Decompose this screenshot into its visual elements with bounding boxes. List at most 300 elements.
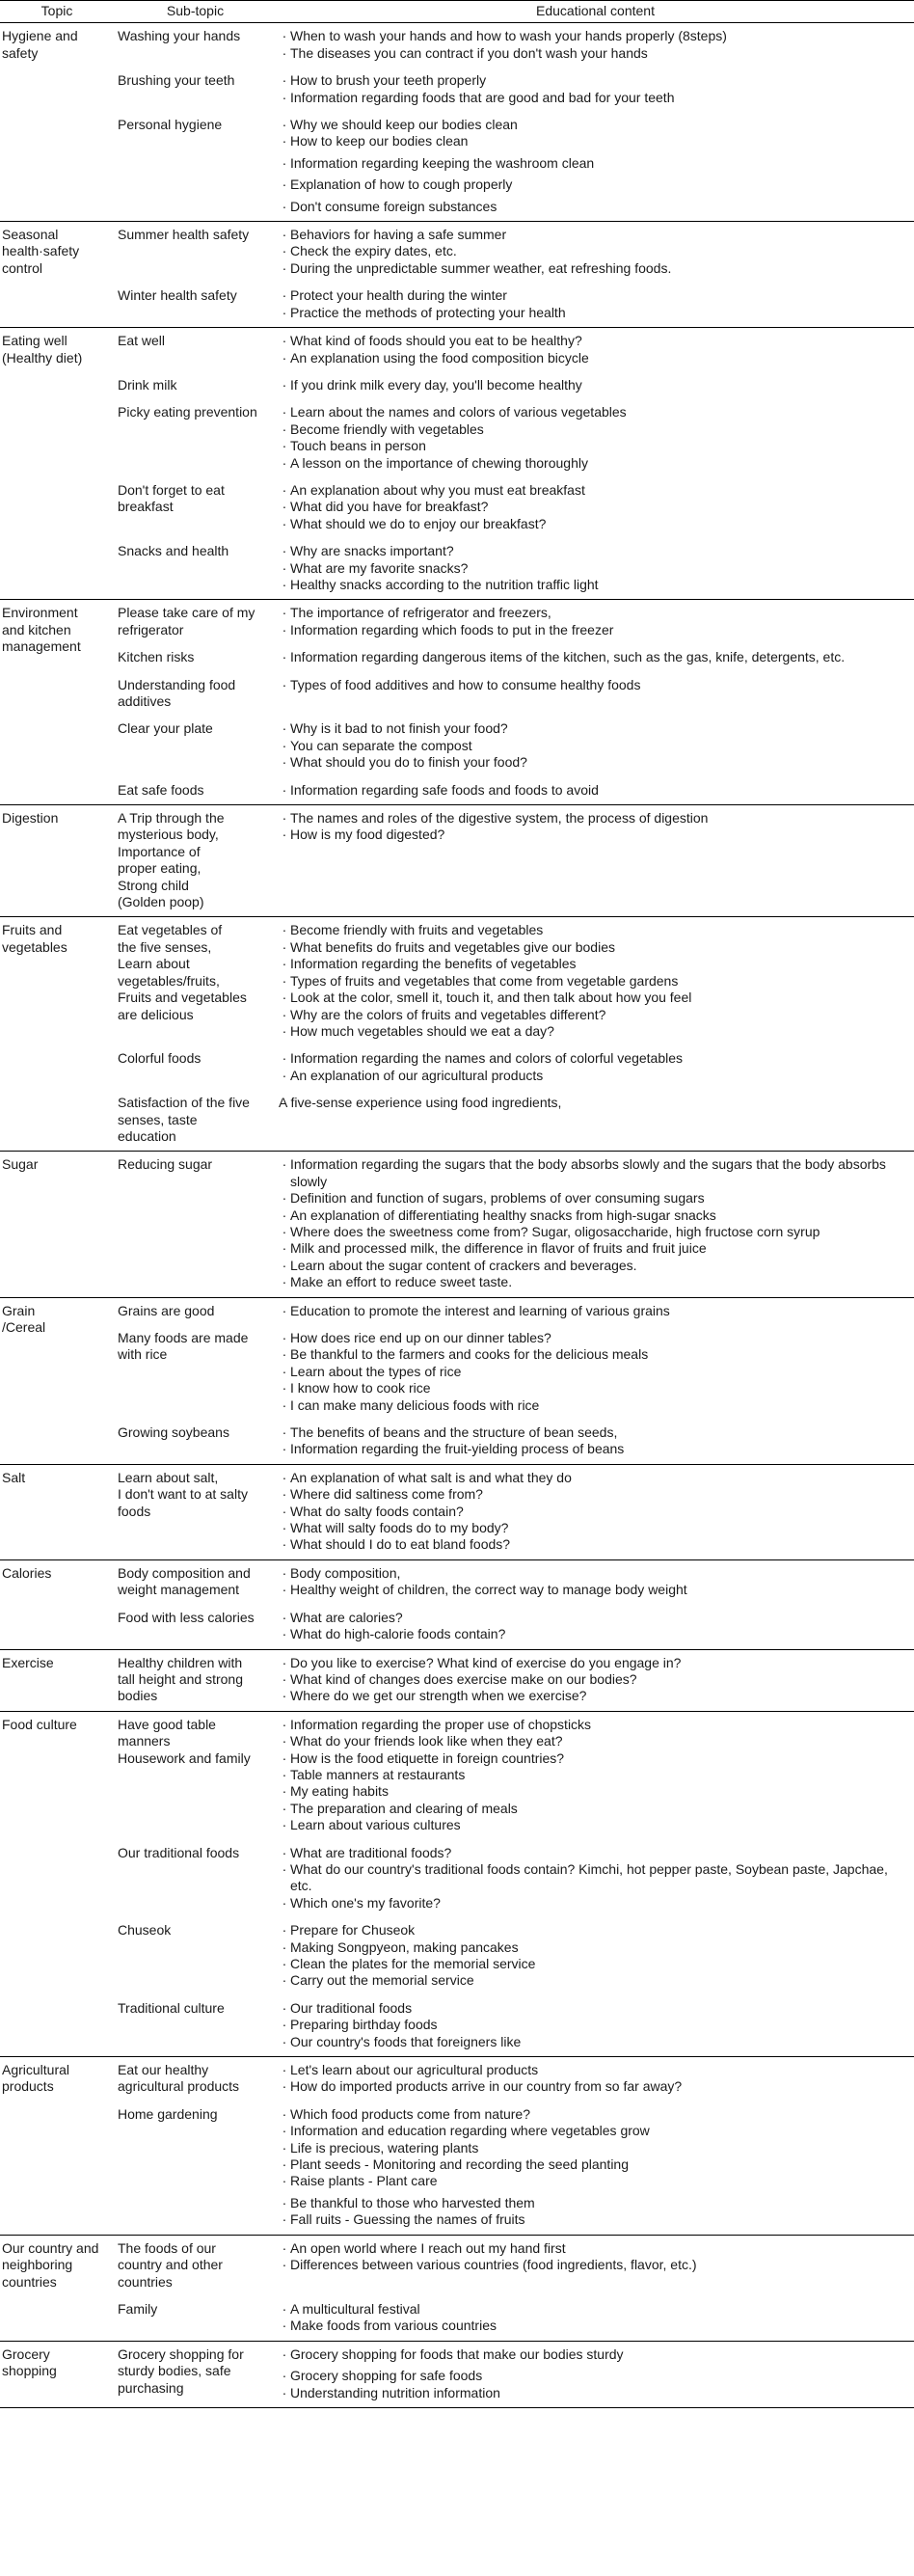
bullet-icon: · [282, 404, 287, 420]
topic-cell [0, 1649, 114, 1711]
content-item [279, 1330, 912, 1346]
content-cell [277, 372, 914, 399]
bullet-icon: · [282, 2194, 287, 2210]
subtopic-cell [114, 538, 277, 600]
content-text: Differences between various countries (food ingredients, flavor, etc.) [290, 2257, 697, 2273]
table-row [0, 805, 914, 917]
subtopic-cell [114, 399, 277, 477]
content-cell [277, 1464, 914, 1559]
content-cell [277, 23, 914, 68]
content-text: Make an effort to reduce sweet taste. [290, 1274, 513, 1290]
bullet-icon: · [282, 1207, 287, 1223]
bullet-icon: · [282, 2033, 287, 2049]
bullet-icon: · [282, 621, 287, 637]
table-row [0, 399, 914, 477]
content-item [279, 2173, 912, 2189]
content-text: You can separate the compost [290, 737, 472, 753]
content-item [279, 117, 912, 133]
content-text: Making Songpyeon, making pancakes [290, 1939, 519, 1955]
content-item [279, 350, 912, 366]
content-text: Why are the colors of fruits and vegetables different? [290, 1006, 606, 1022]
table-row [0, 112, 914, 222]
content-text: Which food products come from nature? [290, 2105, 531, 2122]
content-item [279, 2062, 912, 2078]
bullet-icon: · [282, 1380, 287, 1396]
subtopic-label: Eat our healthy agricultural products [118, 2062, 240, 2095]
subtopic-cell [114, 1711, 277, 1839]
content-text: Our traditional foods [290, 1999, 413, 2016]
content-item [279, 2034, 912, 2050]
content-text: Become friendly with fruits and vegetables [290, 922, 544, 938]
subtopic-label: Satisfaction of the five senses, taste education [118, 1095, 250, 1144]
content-text: Make foods from various countries [290, 2318, 497, 2334]
content-cell [277, 222, 914, 284]
content-cell [277, 2101, 914, 2235]
content-text: An open world where I reach out my hand first [290, 2239, 566, 2256]
content-text: What do salty foods contain? [290, 1503, 464, 1519]
subtopic-label: Eat vegetables of the five senses, Learn about vegetables/fruits, Fruits and vegetables are delicious [118, 922, 247, 1022]
content-item [279, 1783, 912, 1800]
content-cell [277, 1605, 914, 1649]
bullet-icon: · [282, 89, 287, 105]
content-text: Become friendly with vegetables [290, 420, 484, 437]
content-text: What do your friends look like when they eat? [290, 1733, 563, 1749]
subtopic-cell [114, 1325, 277, 1420]
bullet-icon: · [282, 117, 287, 133]
content-item [279, 560, 912, 577]
content-text: Carry out the memorial service [290, 1972, 474, 1989]
subtopic-cell [114, 1605, 277, 1649]
subtopic-cell [114, 805, 277, 917]
content-text: An explanation of differentiating healthy snacks from high-sugar snacks [290, 1207, 716, 1223]
table-row [0, 222, 914, 284]
bullet-icon: · [282, 938, 287, 955]
topic-label: Eating well (Healthy diet) [2, 333, 83, 366]
topic-label: Food culture [2, 1716, 77, 1732]
subtopic-label: Our traditional foods [118, 1844, 240, 1860]
content-cell [277, 1559, 914, 1604]
content-item [279, 499, 912, 515]
content-text: Why we should keep our bodies clean [290, 117, 518, 133]
bullet-icon: · [282, 438, 287, 454]
content-item [279, 605, 912, 621]
subtopic-cell [114, 283, 277, 327]
topic-label: Hygiene and safety [2, 28, 78, 61]
content-item [279, 1207, 912, 1224]
content-text: Understanding nutrition information [290, 2384, 500, 2400]
content-text: Information regarding which foods to put in the freezer [290, 621, 614, 637]
bullet-icon: · [282, 1274, 287, 1290]
table-row [0, 1995, 914, 2057]
content-text: Grocery shopping for foods that make our bodies sturdy [290, 2346, 624, 2362]
topic-label: Digestion [2, 810, 59, 827]
subtopic-cell [114, 1152, 277, 1297]
bullet-icon: · [282, 28, 287, 44]
subtopic-label: Have good table manners Housework and family [118, 1716, 251, 1766]
subtopic-cell [114, 1917, 277, 1995]
content-text: The preparation and clearing of meals [290, 1800, 518, 1816]
bullet-icon: · [282, 1783, 287, 1800]
bullet-icon: · [282, 1302, 287, 1318]
content-text: Learn about various cultures [290, 1817, 461, 1833]
content-text: The benefits of beans and the structure of bean seeds, [290, 1424, 618, 1441]
content-item [279, 1156, 912, 1190]
content-cell [277, 644, 914, 671]
bullet-icon: · [282, 972, 287, 989]
content-text: Information regarding the proper use of chopsticks [290, 1716, 592, 1732]
topic-cell [0, 1152, 114, 1297]
content-text: Don't consume foreign substances [290, 198, 497, 214]
topic-cell [0, 917, 114, 1152]
content-item [279, 1610, 912, 1626]
content-text: Learn about the sugar content of crackers and beverages. [290, 1257, 637, 1273]
content-item [279, 1504, 912, 1520]
content-item [279, 577, 912, 593]
subtopic-label: Home gardening [118, 2105, 218, 2122]
content-item [279, 333, 912, 349]
subtopic-cell [114, 917, 277, 1045]
content-item [279, 2318, 912, 2334]
table-row [0, 23, 914, 68]
content-item [279, 516, 912, 532]
content-text: Where did saltiness come from? [290, 1486, 483, 1503]
content-item [279, 1520, 912, 1536]
table-row [0, 917, 914, 1045]
content-text: Behaviors for having a safe summer [290, 227, 507, 243]
subtopic-cell [114, 2101, 277, 2235]
subtopic-label: Body composition and weight management [118, 1564, 251, 1598]
content-text: Milk and processed milk, the difference in flavor of fruits and fruit juice [290, 1240, 707, 1257]
content-text: Information regarding safe foods and foods to avoid [290, 781, 599, 798]
content-text: Do you like to exercise? What kind of exercise do you engage in? [290, 1654, 682, 1670]
content-cell [277, 477, 914, 538]
content-item [279, 482, 912, 499]
subtopic-cell [114, 777, 277, 805]
bullet-icon: · [282, 259, 287, 276]
table-row [0, 372, 914, 399]
bullet-icon: · [282, 1688, 287, 1704]
content-text: The diseases you can contract if you don't wash your hands [290, 44, 648, 61]
topic-label: Salt [2, 1469, 26, 1485]
subtopic-label: Family [118, 2300, 158, 2317]
content-item [279, 2017, 912, 2033]
table-row [0, 283, 914, 327]
content-text: What should we do to enjoy our breakfast? [290, 515, 547, 531]
bullet-icon: · [282, 1894, 287, 1911]
content-text: Why are snacks important? [290, 543, 454, 559]
content-cell [277, 1297, 914, 1325]
bullet-icon: · [282, 2156, 287, 2173]
bullet-icon: · [282, 1582, 287, 1598]
content-text: Healthy snacks according to the nutrition traffic light [290, 576, 599, 592]
content-text: What kind of foods should you eat to be healthy? [290, 333, 582, 349]
subtopic-label: Chuseok [118, 1922, 172, 1939]
content-item [279, 1303, 912, 1319]
subtopic-cell [114, 222, 277, 284]
content-text: Information and education regarding where vegetables grow [290, 2123, 650, 2139]
content-item [279, 2078, 912, 2095]
content-item [279, 2257, 912, 2273]
content-text: Information regarding dangerous items of the kitchen, such as the gas, knife, detergents, etc. [290, 649, 846, 665]
bullet-icon: · [282, 781, 287, 798]
content-item [279, 1240, 912, 1257]
content-item [279, 377, 912, 393]
content-text: If you drink milk every day, you'll become healthy [290, 376, 582, 393]
subtopic-cell [114, 1464, 277, 1559]
bullet-icon: · [282, 1050, 287, 1067]
content-text: Information regarding the sugars that the body absorbs slowly and the sugars that the body absorbs slowly [290, 1156, 886, 1189]
content-text: Learn about the types of rice [290, 1363, 462, 1379]
content-text: What benefits do fruits and vegetables give our bodies [290, 938, 615, 955]
content-text: My eating habits [290, 1783, 389, 1800]
topic-label: Fruits and vegetables [2, 922, 67, 955]
bullet-icon: · [282, 133, 287, 149]
content-text: Information regarding the benefits of vegetables [290, 956, 577, 972]
subtopic-cell [114, 2057, 277, 2101]
bullet-icon: · [282, 2257, 287, 2273]
bullet-icon: · [282, 810, 287, 827]
content-item [279, 199, 912, 215]
topic-label: Our country and neighboring countries [2, 2239, 99, 2290]
content-text: Let's learn about our agricultural products [290, 2062, 539, 2078]
content-text: I can make many delicious foods with rice [290, 1396, 540, 1413]
bullet-icon: · [282, 227, 287, 243]
table-row [0, 477, 914, 538]
content-text: How do imported products arrive in our country from so far away? [290, 2078, 683, 2095]
subtopic-label: A Trip through the mysterious body, Importance of proper eating, Strong child (Golden poop) [118, 810, 225, 910]
content-text: The importance of refrigerator and freezers, [290, 605, 551, 621]
content-item [279, 1258, 912, 1274]
bullet-icon: · [282, 576, 287, 592]
table-row [0, 672, 914, 717]
content-item [279, 1068, 912, 1084]
content-item [279, 1364, 912, 1380]
table-row [0, 2235, 914, 2296]
bullet-icon: · [282, 1939, 287, 1955]
content-item [279, 622, 912, 638]
content-text: Why is it bad to not finish your food? [290, 720, 508, 737]
topic-label: Sugar [2, 1156, 39, 1173]
subtopic-label: Grains are good [118, 1302, 215, 1318]
content-item [279, 2385, 912, 2401]
content-cell [277, 1840, 914, 1918]
table-row [0, 2057, 914, 2101]
content-text: Fall ruits - Guessing the names of fruits [290, 2211, 525, 2228]
table-row [0, 2341, 914, 2407]
bullet-icon: · [282, 2384, 287, 2400]
table-row [0, 644, 914, 671]
content-cell [277, 2057, 914, 2101]
subtopic-cell [114, 2235, 277, 2296]
subtopic-cell [114, 2341, 277, 2407]
bullet-icon: · [282, 1536, 287, 1553]
content-cell [277, 1090, 914, 1152]
topic-label: Agricultural products [2, 2062, 70, 2095]
subtopic-label: Kitchen risks [118, 649, 195, 665]
content-text: Healthy weight of children, the correct way to manage body weight [290, 1582, 687, 1598]
content-item [279, 810, 912, 827]
bullet-icon: · [282, 2368, 287, 2384]
content-text: A lesson on the importance of chewing thoroughly [290, 454, 588, 471]
bullet-icon: · [282, 2318, 287, 2334]
topic-cell [0, 600, 114, 805]
header-row [0, 1, 914, 23]
table-row [0, 328, 914, 372]
bullet-icon: · [282, 304, 287, 320]
content-text: How to brush your teeth properly [290, 72, 487, 89]
content-text: How is my food digested? [290, 827, 445, 843]
content-text: Explanation of how to cough properly [290, 176, 513, 193]
subtopic-label: Learn about salt, I don't want to at salty foods [118, 1469, 248, 1519]
bullet-icon: · [282, 1564, 287, 1581]
content-item [279, 738, 912, 754]
content-item [279, 1224, 912, 1240]
content-text: Information regarding the names and colors of colorful vegetables [290, 1050, 684, 1067]
content-text: Where does the sweetness come from? Sugar, oligosaccharide, high fructose corn syrup [290, 1223, 820, 1239]
subtopic-cell [114, 328, 277, 372]
content-item [279, 1671, 912, 1688]
content-text: When to wash your hands and how to wash your hands properly (8steps) [290, 28, 727, 44]
bullet-icon: · [282, 499, 287, 515]
bullet-icon: · [282, 1626, 287, 1642]
bullet-icon: · [282, 1503, 287, 1519]
topic-label: Grain /Cereal [2, 1302, 46, 1335]
bullet-icon: · [282, 2173, 287, 2189]
bullet-icon: · [282, 1716, 287, 1732]
subtopic-label: Grocery shopping for sturdy bodies, safe purchasing [118, 2346, 244, 2396]
content-text: What should you do to finish your food? [290, 754, 527, 771]
subtopic-label: Snacks and health [118, 543, 229, 559]
content-text: A multicultural festival [290, 2300, 420, 2317]
subtopic-label: Eat safe foods [118, 781, 204, 798]
content-item [279, 45, 912, 62]
content-item [279, 2346, 912, 2363]
content-item [279, 1486, 912, 1503]
bullet-icon: · [282, 154, 287, 171]
content-item [279, 827, 912, 843]
subtopic-cell [114, 1995, 277, 2057]
content-text: An explanation of what salt is and what they do [290, 1469, 572, 1485]
table-row [0, 1464, 914, 1559]
content-item [279, 754, 912, 771]
bullet-icon: · [282, 1486, 287, 1503]
table-row [0, 1325, 914, 1420]
content-text: Our country's foods that foreigners like [290, 2033, 522, 2049]
content-text: Grocery shopping for safe foods [290, 2368, 483, 2384]
topic-cell [0, 23, 114, 222]
bullet-icon: · [282, 2211, 287, 2228]
content-text: What should I do to eat bland foods? [290, 1536, 511, 1553]
bullet-icon: · [282, 559, 287, 576]
content-text: Plant seeds - Monitoring and recording the seed planting [290, 2156, 629, 2173]
bullet-icon: · [282, 2239, 287, 2256]
topic-cell [0, 328, 114, 600]
bullet-icon: · [282, 2105, 287, 2122]
content-text: Education to promote the interest and learning of various grains [290, 1302, 670, 1318]
bullet-icon: · [282, 1817, 287, 1833]
content-item [279, 1582, 912, 1598]
content-cell [277, 672, 914, 717]
table-row [0, 1711, 914, 1839]
content-item [279, 2000, 912, 2017]
content-text: Information regarding the fruit-yielding process of beans [290, 1441, 625, 1457]
bullet-icon: · [282, 1396, 287, 1413]
table-row [0, 1605, 914, 1649]
content-item [279, 2301, 912, 2318]
bullet-icon: · [282, 1067, 287, 1083]
bullet-icon: · [282, 2123, 287, 2139]
content-item [279, 1007, 912, 1023]
subtopic-cell [114, 23, 277, 68]
bullet-icon: · [282, 827, 287, 843]
content-text: How is the food etiquette in foreign countries? [290, 1749, 565, 1766]
topic-cell [0, 2235, 114, 2341]
bullet-icon: · [282, 1999, 287, 2016]
subtopic-cell [114, 716, 277, 776]
content-item [279, 2140, 912, 2156]
table-row [0, 1420, 914, 1464]
content-item [279, 455, 912, 472]
subtopic-cell [114, 600, 277, 644]
content-cell [277, 1420, 914, 1464]
content-item [279, 2156, 912, 2173]
topic-label: Exercise [2, 1654, 54, 1670]
content-item [279, 1190, 912, 1207]
content-item [279, 1470, 912, 1486]
subtopic-label: Clear your plate [118, 720, 213, 737]
subtopic-cell [114, 1090, 277, 1152]
content-item [279, 1655, 912, 1671]
content-item [279, 939, 912, 956]
content-text: During the unpredictable summer weather, eat refreshing foods. [290, 259, 672, 276]
content-item [279, 922, 912, 938]
content-item [279, 438, 912, 454]
content-cell [277, 917, 914, 1045]
content-text: Touch beans in person [290, 438, 426, 454]
table-row [0, 1649, 914, 1711]
content-item [279, 421, 912, 438]
content-cell [277, 805, 914, 917]
subtopic-cell [114, 644, 277, 671]
content-text: What kind of changes does exercise make on our bodies? [290, 1670, 637, 1687]
content-item [279, 1424, 912, 1441]
table-row [0, 1152, 914, 1297]
bullet-icon: · [282, 1956, 287, 1971]
content-cell [277, 777, 914, 805]
subtopic-label: Winter health safety [118, 287, 237, 304]
bullet-icon: · [282, 2139, 287, 2156]
subtopic-cell [114, 68, 277, 112]
topic-label: Grocery shopping [2, 2346, 57, 2379]
bullet-icon: · [282, 1190, 287, 1207]
content-text: An explanation using the food composition bicycle [290, 349, 589, 366]
content-item [279, 1346, 912, 1363]
content-cell [277, 538, 914, 600]
subtopic-label: Summer health safety [118, 227, 250, 243]
content-item [279, 1380, 912, 1396]
bullet-icon: · [282, 543, 287, 559]
content-cell [277, 1917, 914, 1995]
bullet-icon: · [282, 1733, 287, 1749]
content-cell [277, 2235, 914, 2296]
content-text: Raise plants - Plant care [290, 2173, 438, 2189]
content-text: How does rice end up on our dinner tables? [290, 1330, 551, 1345]
content-item [279, 1050, 912, 1067]
table-row [0, 1917, 914, 1995]
content-item [279, 72, 912, 89]
bullet-icon: · [282, 1022, 287, 1039]
table-row [0, 2296, 914, 2341]
